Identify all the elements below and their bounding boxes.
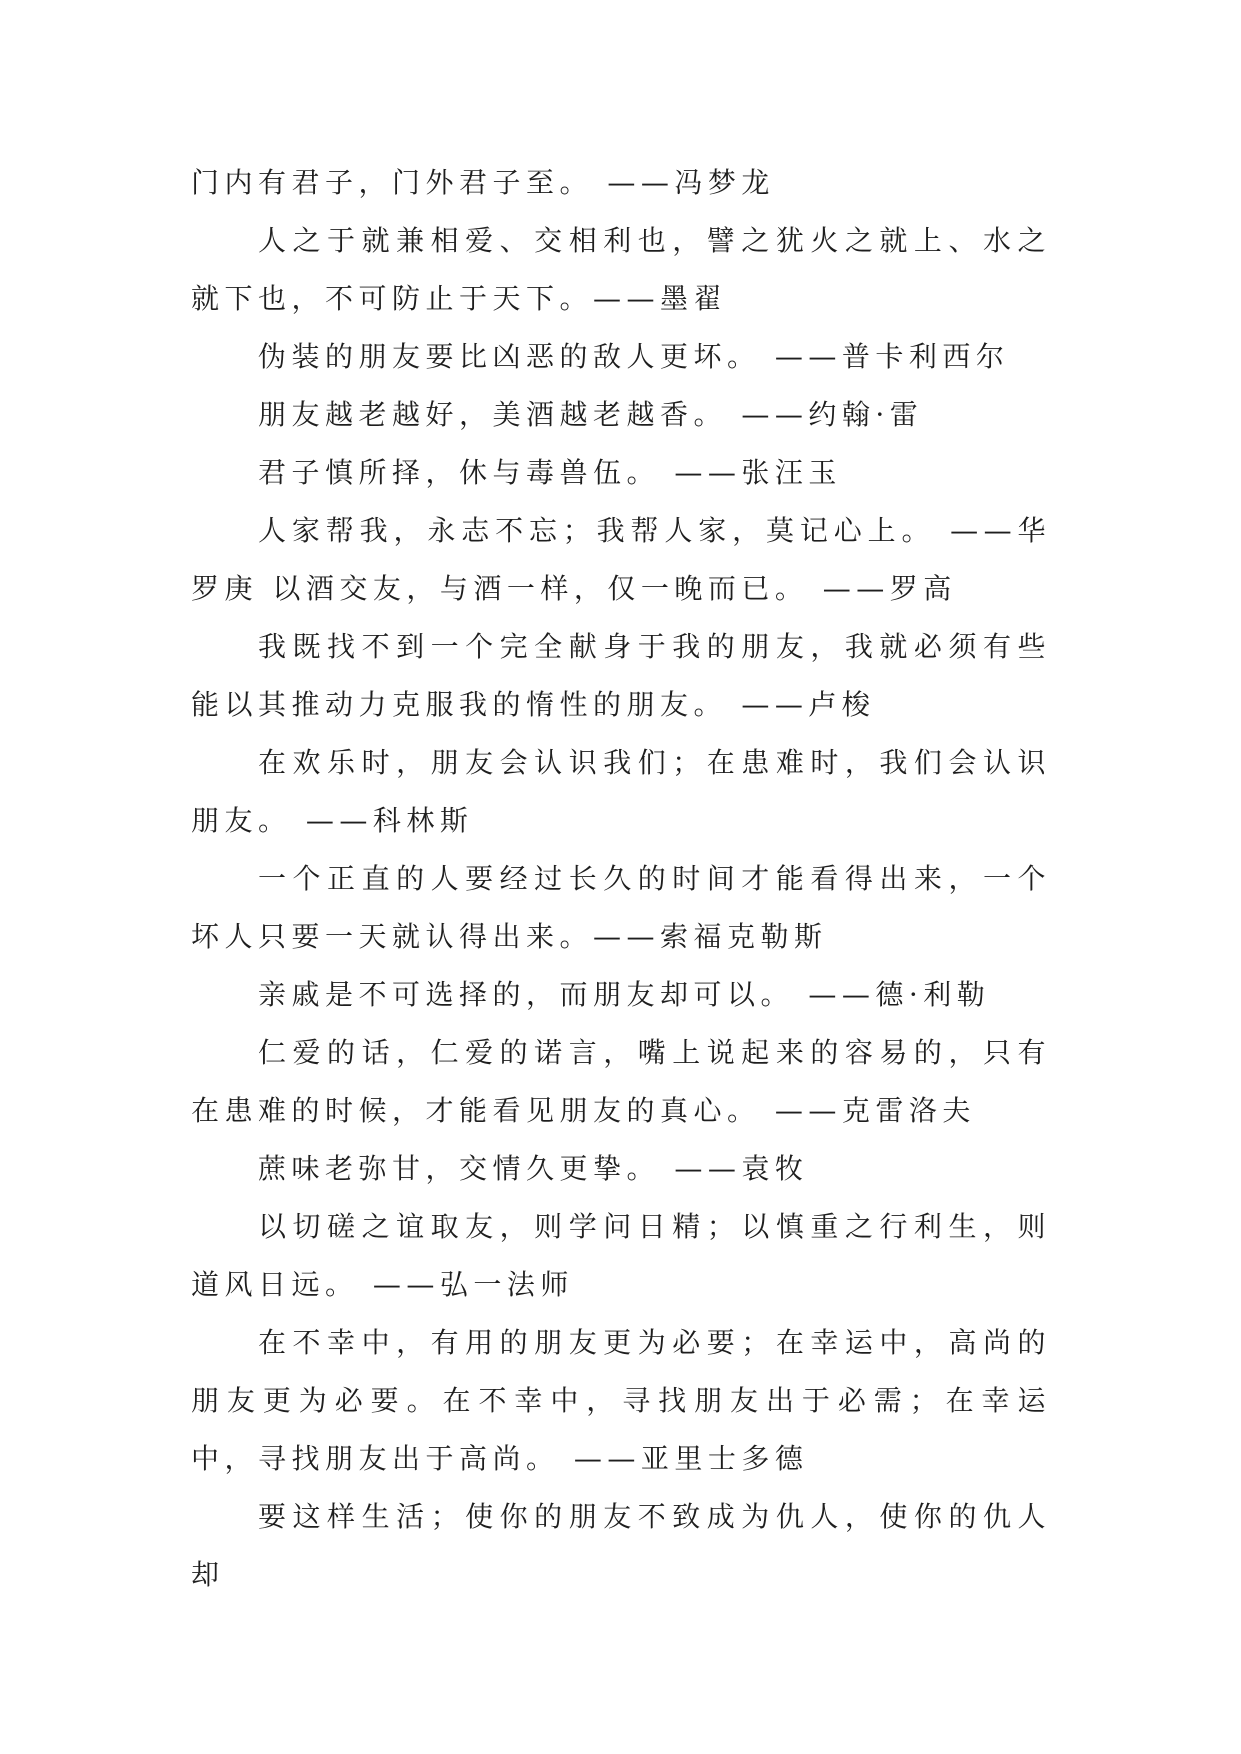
quote-paragraph: 要这样生活；使你的朋友不致成为仇人，使你的仇人却 [191,1500,1051,1591]
quote-paragraph: 仁爱的话，仁爱的诺言，嘴上说起来的容易的，只有在患难的时候，才能看见朋友的真心。 ——克雷洛夫 [191,1036,1051,1127]
quote-paragraph: 伪装的朋友要比凶恶的敌人更坏。 ——普卡利西尔 [258,340,1010,373]
quote-paragraph: 人家帮我，永志不忘；我帮人家，莫记心上。 ——华罗庚 以酒交友，与酒一样，仅一晚而已。 ——罗高 [191,514,1051,605]
quote-paragraph: 在不幸中，有用的朋友更为必要；在幸运中，高尚的朋友更为必要。在不幸中，寻找朋友出于必需；在幸运中，寻找朋友出于高尚。 ——亚里士多德 [191,1326,1051,1475]
quote-paragraph: 蔗味老弥甘，交情久更挚。 ——袁牧 [258,1152,809,1185]
quote-paragraph: 以切磋之谊取友，则学问日精；以慎重之行利生，则道风日远。 ——弘一法师 [191,1210,1051,1301]
quote-paragraph: 君子慎所择，休与毒兽伍。 ——张汪玉 [258,456,842,489]
quote-paragraph: 朋友越老越好，美酒越老越香。 ——约翰·雷 [258,398,924,431]
quote-paragraph: 一个正直的人要经过长久的时间才能看得出来，一个坏人只要一天就认得出来。——索福克勒斯 [191,862,1051,953]
quote-paragraph: 我既找不到一个完全献身于我的朋友，我就必须有些能以其推动力克服我的惰性的朋友。 ——卢梭 [191,630,1051,721]
quote-paragraph: 人之于就兼相爱、交相利也，譬之犹火之就上、水之就下也，不可防止于天下。——墨翟 [191,224,1051,315]
quote-paragraph: 门内有君子，门外君子至。 ——冯梦龙 [191,166,775,199]
quote-paragraph: 亲戚是不可选择的，而朋友却可以。 ——德·利勒 [258,978,991,1011]
quote-paragraph: 在欢乐时，朋友会认识我们；在患难时，我们会认识朋友。 ——科林斯 [191,746,1051,837]
document-body [191,154,1051,1604]
